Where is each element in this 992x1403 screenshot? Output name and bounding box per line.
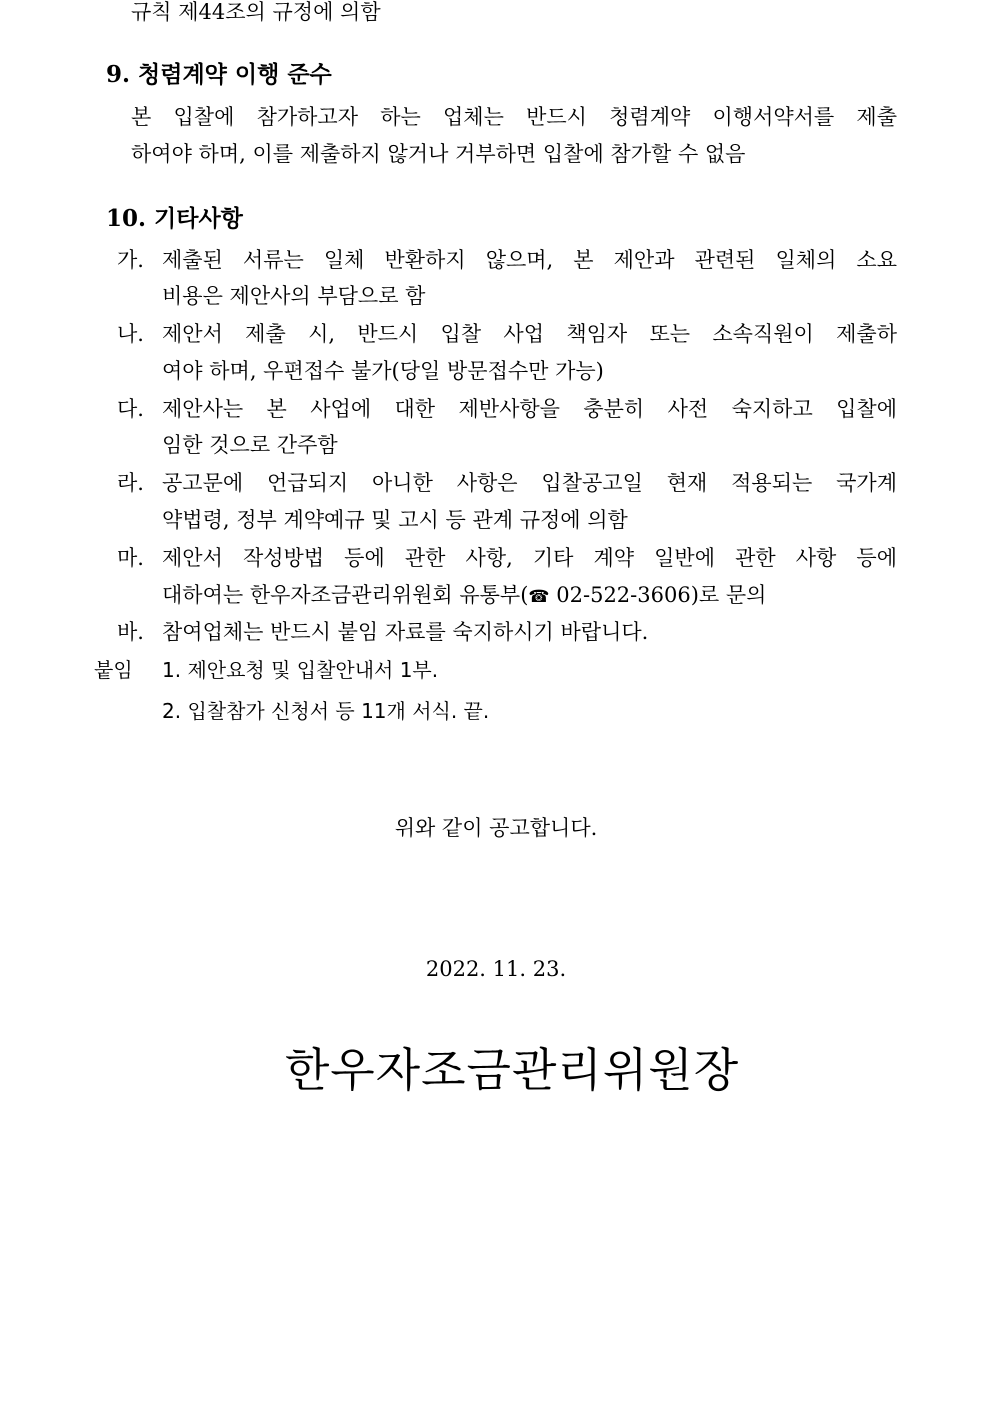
section-9-heading: 9. 청렴계약 이행 준수 (106, 61, 332, 88)
item-ga-line-2: 비용은 제안사의 부담으로 함 (162, 284, 426, 308)
item-da-line-2: 임한 것으로 간주함 (162, 433, 338, 457)
signature-title: 한우자조금관리위원장 (284, 1043, 740, 1097)
intro-tail-line: 규칙 제44조의 규정에 의함 (131, 0, 381, 24)
item-na-line-2: 여야 하며, 우편접수 불가(당일 방문접수만 가능) (162, 359, 604, 383)
item-da-marker: 다. (117, 397, 144, 421)
item-ba-marker: 바. (117, 620, 144, 644)
item-na-marker: 나. (117, 322, 144, 346)
section-9-line-1: 본 입찰에 참가하고자 하는 업체는 반드시 청렴계약 이행서약서를 제출 (131, 105, 897, 129)
section-9-line-2: 하여야 하며, 이를 제출하지 않거나 거부하면 입찰에 참가할 수 없음 (131, 142, 746, 166)
attachment-item-2: 2. 입찰참가 신청서 등 11개 서식. 끝. (162, 699, 490, 723)
phone-icon: ☎ (528, 587, 550, 607)
closing-statement: 위와 같이 공고합니다. (394, 816, 598, 840)
item-ma-line-2-suffix: 02-522-3606)로 문의 (549, 583, 767, 607)
item-ma-marker: 마. (117, 546, 144, 570)
notice-date: 2022. 11. 23. (425, 957, 567, 981)
item-ba-line-1: 참여업체는 반드시 붙임 자료를 숙지하시기 바랍니다. (162, 620, 649, 644)
item-ra-line-2: 약법령, 정부 계약예규 및 고시 등 관계 규정에 의함 (162, 508, 628, 532)
item-ga-marker: 가. (117, 248, 144, 272)
section-10-heading: 10. 기타사항 (106, 205, 243, 232)
attachment-item-1: 1. 제안요청 및 입찰안내서 1부. (162, 658, 439, 682)
item-ma-line-2 (162, 581, 766, 611)
item-ra-marker: 라. (117, 471, 144, 495)
item-ma-line-1: 제안서 작성방법 등에 관한 사항, 기타 계약 일반에 관한 사항 등에 (162, 546, 897, 570)
attachment-label: 붙임 (94, 658, 133, 682)
item-ga-line-1: 제출된 서류는 일체 반환하지 않으며, 본 제안과 관련된 일체의 소요 (162, 248, 897, 272)
item-ra-line-1: 공고문에 언급되지 아니한 사항은 입찰공고일 현재 적용되는 국가계 (162, 471, 897, 495)
item-ma-line-2-prefix: 대하여는 한우자조금관리위원회 유통부( (162, 583, 529, 607)
item-da-line-1: 제안사는 본 사업에 대한 제반사항을 충분히 사전 숙지하고 입찰에 (162, 397, 897, 421)
item-na-line-1: 제안서 제출 시, 반드시 입찰 사업 책임자 또는 소속직원이 제출하 (162, 322, 897, 346)
